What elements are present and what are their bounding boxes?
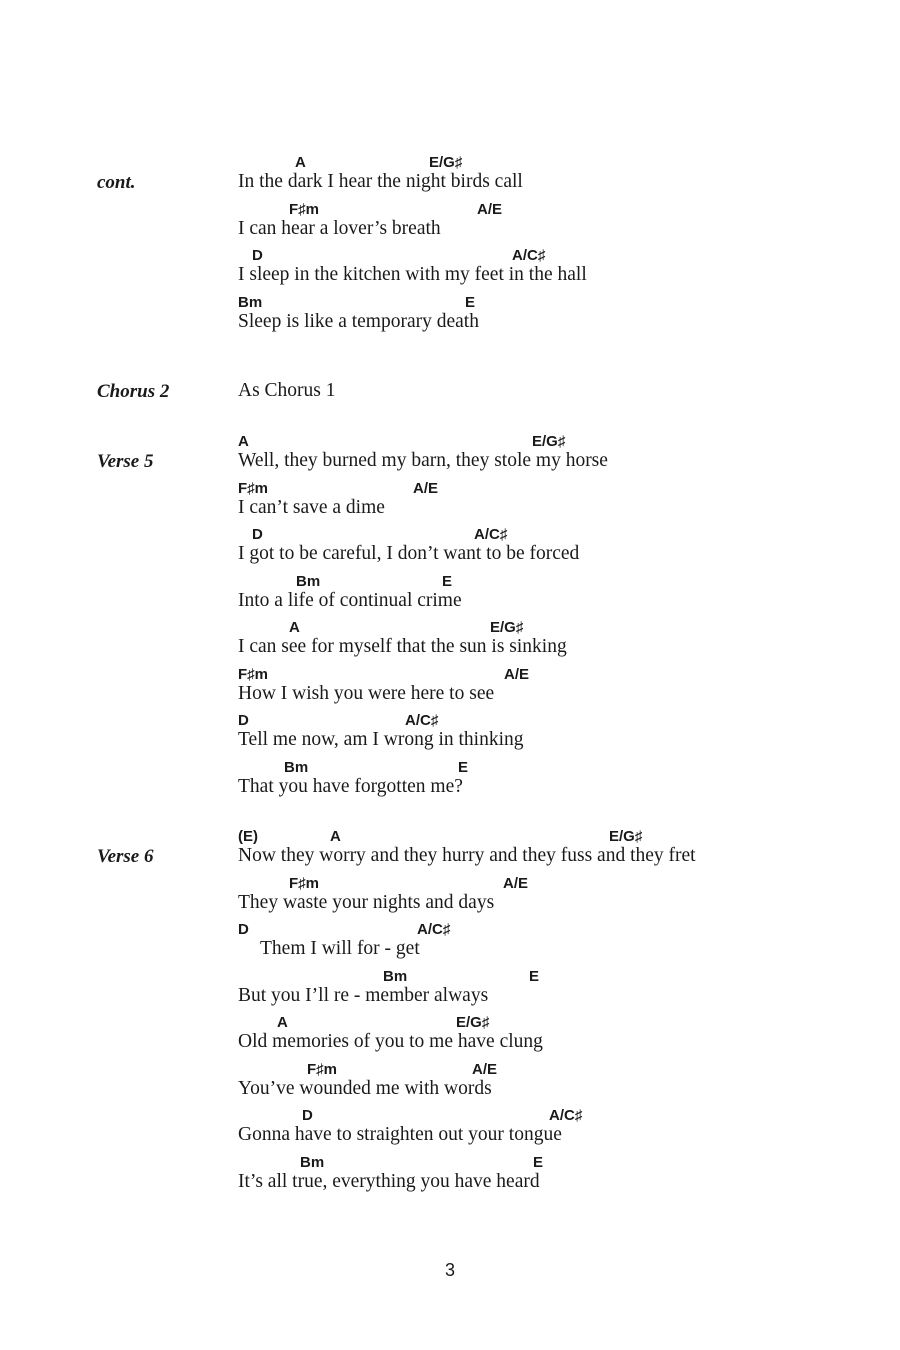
chorus-reference: As Chorus 1: [238, 380, 336, 401]
chord: Bm: [238, 294, 263, 311]
lyric-line: I can hear a lover’s breath: [238, 218, 441, 239]
lyric-line: Now they worry and they hurry and they fuss and they fret: [238, 845, 696, 866]
lyric-line: They waste your nights and days: [238, 892, 495, 913]
chord: A: [277, 1014, 288, 1031]
chord: E/G♯: [456, 1014, 490, 1031]
chord: (E): [238, 828, 258, 845]
chord: A: [330, 828, 341, 845]
lyric-line: I got to be careful, I don’t want to be forced: [238, 543, 580, 564]
lyric-line: Into a life of continual crime: [238, 590, 462, 611]
page-number: 3: [444, 1260, 455, 1280]
chord: Bm: [296, 573, 321, 590]
chord: E: [533, 1154, 544, 1171]
lyric-line: But you I’ll re - member always: [238, 985, 489, 1006]
chord: A/E: [504, 666, 530, 683]
chord: E: [442, 573, 453, 590]
section-label-verse-5: Verse 5: [97, 451, 154, 472]
chord: A/C♯: [417, 921, 451, 938]
chord: A/E: [503, 875, 529, 892]
chord: A/E: [477, 201, 503, 218]
chord: E: [458, 759, 469, 776]
chord: D: [238, 712, 249, 729]
chord: F♯m: [289, 201, 319, 218]
chord: Bm: [300, 1154, 325, 1171]
chord: E/G♯: [532, 433, 566, 450]
lyric-line: Gonna have to straighten out your tongue: [238, 1124, 562, 1145]
chord: F♯m: [289, 875, 319, 892]
chord: F♯m: [238, 480, 268, 497]
lyric-line: Old memories of you to me have clung: [238, 1031, 543, 1052]
lyric-line: I sleep in the kitchen with my feet in the hall: [238, 264, 587, 285]
chord: A: [289, 619, 300, 636]
chord: Bm: [284, 759, 309, 776]
chord: Bm: [383, 968, 408, 985]
chord: D: [238, 921, 249, 938]
lyric-line: Tell me now, am I wrong in thinking: [238, 729, 524, 750]
chord: E/G♯: [609, 828, 643, 845]
chord: A: [238, 433, 249, 450]
chord: A/C♯: [512, 247, 546, 264]
lyric-line: In the dark I hear the night birds call: [238, 171, 523, 192]
lyric-line: Sleep is like a temporary death: [238, 311, 479, 332]
lyric-line: I can’t save a dime: [238, 497, 385, 518]
chord: A/C♯: [405, 712, 439, 729]
lyric-line: Well, they burned my barn, they stole my horse: [238, 450, 608, 471]
chord: E: [529, 968, 540, 985]
lyric-line: You’ve wounded me with words: [238, 1078, 492, 1099]
chord: A/C♯: [549, 1107, 583, 1124]
chord: D: [252, 247, 263, 264]
chord: D: [302, 1107, 313, 1124]
lyric-line: That you have forgotten me?: [238, 776, 463, 797]
chord: E/G♯: [490, 619, 524, 636]
lyric-line: It’s all true, everything you have heard: [238, 1171, 540, 1192]
section-label-verse-6: Verse 6: [97, 846, 154, 867]
chord: A/C♯: [474, 526, 508, 543]
chord: F♯m: [307, 1061, 337, 1078]
chord: E/G♯: [429, 154, 463, 171]
chord: D: [252, 526, 263, 543]
chord: A/E: [472, 1061, 498, 1078]
chord: A: [295, 154, 306, 171]
chord: A/E: [413, 480, 439, 497]
section-label-chorus-2: Chorus 2: [97, 381, 170, 402]
lyric-line: I can see for myself that the sun is sinking: [238, 636, 567, 657]
chord: F♯m: [238, 666, 268, 683]
lyric-line: Them I will for - get: [260, 938, 420, 959]
section-label-cont: cont.: [97, 172, 136, 193]
chord: E: [465, 294, 476, 311]
lyric-line: How I wish you were here to see: [238, 683, 495, 704]
